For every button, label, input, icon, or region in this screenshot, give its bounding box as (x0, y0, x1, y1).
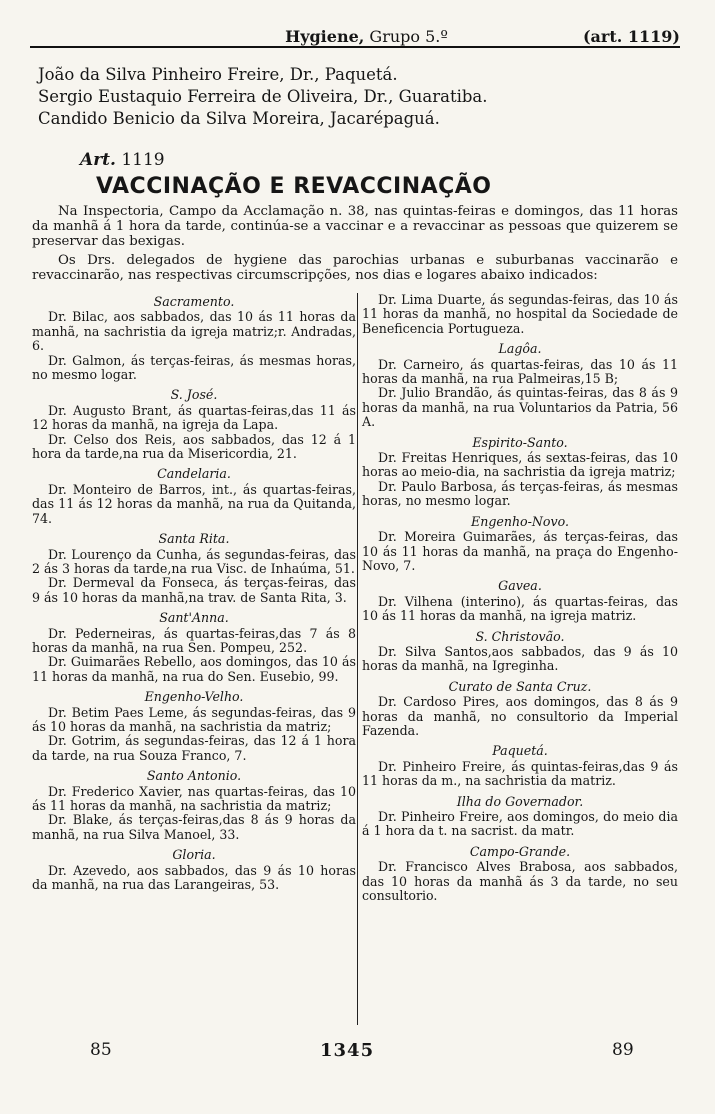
delegate-entry: Dr. Gotrim, ás segundas-feiras, das 12 á 1 hora da tarde, na rua Souza Franco, 7. (32, 733, 356, 763)
article-number (80, 150, 165, 170)
delegate-entry: Dr. Blake, ás terças-feiras,das 8 ás 9 horas da manhã, na rua Silva Manoel, 33. (32, 812, 356, 842)
delegate-entry: Dr. Augusto Brant, ás quartas-feiras,das 11 ás 12 horas da manhã, na igreja da Lapa. (32, 402, 356, 433)
parish-entry (362, 680, 678, 739)
parish-heading: Gloria. (172, 847, 216, 863)
parish-heading: Engenho-Velho. (144, 689, 244, 705)
parish-heading: S. Christovão. (475, 628, 565, 644)
parish-entry (32, 611, 356, 684)
parish-heading: Sacramento. (153, 294, 235, 309)
delegate-entry: Dr. Monteiro de Barros, int., ás quartas-feiras, das 11 ás 12 horas da manhã, na rua da Quitanda, 74. (32, 481, 356, 526)
delegate-entry: Dr. Freitas Henriques, ás sextas-feiras, das 10 horas ao meio-dia, na sachristia da igreja matriz; (362, 450, 678, 480)
right-column (362, 293, 678, 909)
delegate-entry: Dr. Moreira Guimarães, ás terças-feiras, das 10 ás 11 horas da manhã, na praça do Engenho-Novo, 7. (362, 529, 678, 573)
delegate-entry: Dr. Pinheiro Freire, aos domingos, do meio dia á 1 hora da t. na sacrist. da matr. (362, 809, 678, 839)
delegate-entry: Dr. Julio Brandão, ás quintas-feiras, das 8 ás 9 horas da manhã, na rua Voluntarios da Patria, 56 A. (362, 385, 678, 430)
parish-heading: Espirito-Santo. (472, 434, 568, 450)
parish-entry (32, 532, 356, 605)
parish-entry (362, 744, 678, 788)
intro-paragraph: Os Drs. delegados de hygiene das parochias urbanas e suburbanas vaccinarão e revaccinarão, nas respectivas circumscripções, nos dias e logares abaixo indicados: (32, 253, 678, 283)
name-line: João da Silva Pinheiro Freire, Dr., Paquetá. (38, 65, 398, 84)
running-title-bold: Hygiene, (285, 27, 365, 46)
parish-heading: S. José. (170, 387, 218, 403)
article-number-value: 1119 (121, 150, 165, 170)
parish-entry (362, 436, 678, 509)
parish-heading: Sant'Anna. (159, 610, 229, 626)
parish-entry (362, 579, 678, 623)
delegate-entry: Dr. Frederico Xavier, nas quartas-feiras, das 10 ás 11 horas da manhã, na sachristia da matriz; (32, 783, 356, 813)
delegate-entry: Dr. Francisco Alves Brabosa, aos sabbados, das 10 horas da manhã ás 3 da tarde, no seu consultorio. (362, 859, 678, 904)
parish-entry (362, 293, 678, 336)
parish-heading: Candelaria. (157, 466, 231, 482)
parish-heading: Curato de Santa Cruz. (448, 678, 592, 694)
parish-entry (32, 295, 356, 382)
delegate-entry: Dr. Lourenço da Cunha, ás segundas-feiras, das 2 ás 3 horas da tarde,na rua Visc. de Inhaúma, 51. (32, 546, 356, 576)
running-title-rest: Grupo 5.º (369, 27, 448, 46)
parish-entry (362, 795, 678, 839)
delegate-entry: Dr. Carneiro, ás quartas-feiras, das 10 ás 11 horas da manhã, na rua Palmeiras,15 B; (362, 356, 678, 387)
parish-heading: Santa Rita. (158, 531, 230, 547)
running-title (285, 27, 448, 46)
parish-heading: Engenho-Novo. (471, 513, 569, 529)
delegate-entry: Dr. Cardoso Pires, aos domingos, das 8 ás 9 horas da manhã, no consultorio da Imperial Fazenda. (362, 694, 678, 738)
parish-entry (362, 630, 678, 674)
delegate-entry: Dr. Betim Paes Leme, ás segundas-feiras, das 9 ás 10 horas da manhã, na sachristia da matriz; (32, 704, 356, 734)
delegate-entry: Dr. Dermeval da Fonseca, ás terças-feiras, das 9 ás 10 horas da manhã,na trav. de Santa Rita, 3. (32, 575, 356, 605)
delegate-entry: Dr. Silva Santos,aos sabbados, das 9 ás 10 horas da manhã, na Igreginha. (362, 643, 678, 674)
delegate-entry: Dr. Paulo Barbosa, ás terças-feiras, ás mesmas horas, no mesmo logar. (362, 478, 678, 509)
page-number: 1345 (320, 1040, 375, 1061)
delegate-entry: Dr. Bilac, aos sabbados, das 10 ás 11 horas da manhã, na sachristia da igreja matriz;r. Andradas, 6. (32, 309, 356, 354)
delegate-entry: Dr. Galmon, ás terças-feiras, ás mesmas horas, no mesmo logar. (32, 352, 356, 383)
left-column (32, 293, 356, 898)
parish-entry (32, 467, 356, 526)
page-header (30, 22, 680, 48)
parish-entry (362, 342, 678, 429)
parish-heading: Ilha do Governador. (456, 793, 584, 809)
article-reference: (art. 1119) (582, 27, 680, 46)
article-label: Art. (80, 150, 116, 170)
section-title: VACCINAÇÃO E REVACCINAÇÃO (96, 174, 492, 199)
footer-right-number: 89 (612, 1040, 634, 1060)
name-line: Sergio Eustaquio Ferreira de Oliveira, Dr., Guaratiba. (38, 87, 488, 106)
footer-left-number: 85 (90, 1040, 112, 1060)
parish-heading: Lagôa. (498, 341, 542, 357)
delegate-entry: Dr. Vilhena (interino), ás quartas-feiras, das 10 ás 11 horas da manhã, na igreja matriz. (362, 593, 678, 624)
parish-entry (32, 388, 356, 461)
top-names-list (38, 64, 678, 130)
parish-heading: Paquetá. (492, 743, 548, 759)
parish-entry (362, 515, 678, 574)
column-divider (357, 293, 358, 1025)
parish-heading: Gavea. (498, 578, 542, 594)
intro-text (32, 204, 678, 287)
delegate-entry: Dr. Pinheiro Freire, ás quintas-feiras,das 9 ás 11 horas da m., na sachristia da matriz. (362, 758, 678, 789)
name-line: Candido Benicio da Silva Moreira, Jacarépaguá. (38, 109, 440, 128)
parish-heading: Santo Antonio. (146, 768, 242, 784)
parish-heading: Campo-Grande. (469, 843, 571, 859)
parish-entry (32, 848, 356, 892)
parish-entry (362, 845, 678, 904)
intro-paragraph: Na Inspectoria, Campo da Acclamação n. 38, nas quintas-feiras e domingos, das 11 horas da manhã á 1 hora da tarde, continúa-se a vaccinar e a revaccinar as pessoas que quizerem se preservar das bexigas. (32, 204, 678, 249)
delegate-entry: Dr. Azevedo, aos sabbados, das 9 ás 10 horas da manhã, na rua das Larangeiras, 53. (32, 862, 356, 893)
delegate-entry: Dr. Lima Duarte, ás segundas-feiras, das 10 ás 11 horas da manhã, no hospital da Sociedade de Beneficencia Portugueza. (362, 292, 678, 336)
parish-entry (32, 690, 356, 763)
delegate-entry: Dr. Celso dos Reis, aos sabbados, das 12 á 1 hora da tarde,na rua da Misericordia, 21. (32, 431, 356, 462)
delegate-entry: Dr. Pederneiras, ás quartas-feiras,das 7 ás 8 horas da manhã, na rua Sen. Pompeu, 252. (32, 625, 356, 655)
parish-entry (32, 769, 356, 842)
delegate-entry: Dr. Guimarães Rebello, aos domingos, das 10 ás 11 horas da manhã, na rua do Sen. Eusebio, 99. (32, 654, 356, 684)
